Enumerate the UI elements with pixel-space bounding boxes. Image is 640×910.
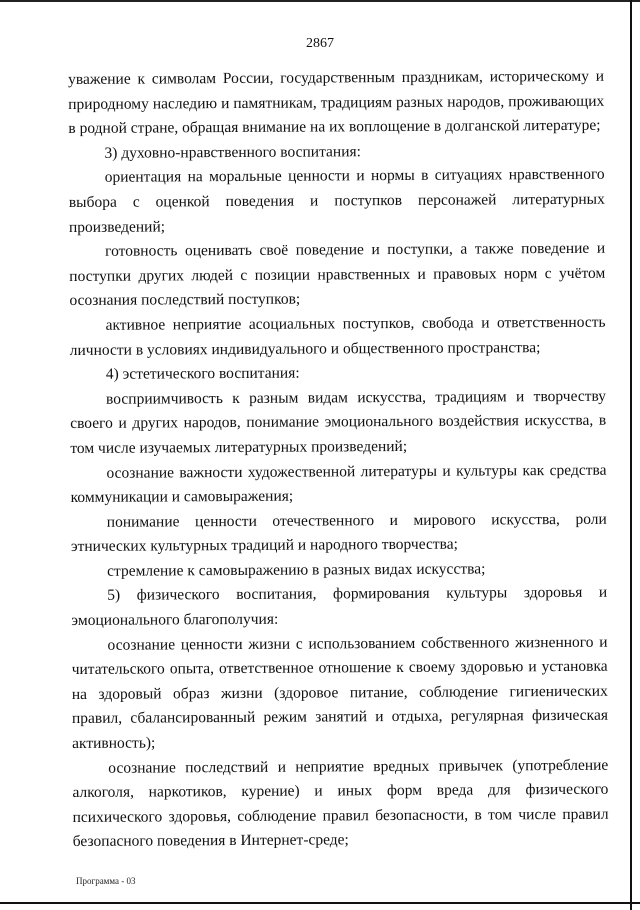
footer-label: Программа - 03 [76, 876, 136, 886]
section-heading-aesthetic: 4) эстетического воспитания: [105, 364, 300, 383]
paragraph: осознание важности художественной литературы и культуры как средства коммуникации и самовыражения; [70, 461, 607, 507]
section-heading-physical: 5) физического воспитания, формирования культуры здоровья и эмоционального благополучия: [71, 584, 608, 630]
paragraph: восприимчивость к разным видам искусства, традициям и творчеству своего и других народов, понимание эмоционального воздействия искусства, в том числе изучаемых литературных произведений; [70, 387, 607, 457]
paragraph: осознание последствий и неприятие вредных привычек (употребление алкоголя, наркотиков, курение) и иных форм вреда для физического психического здоровья, соблюдение правил безопасности, в том числе правил безопасного поведения в Интернет-среде; [72, 756, 609, 851]
scan-edge-right [630, 0, 632, 910]
section-heading-spiritual: 3) духовно-нравственного воспитания: [104, 142, 361, 162]
paragraph: готовность оценивать своё поведение и поступки, а также поведение и поступки других людей с позиции нравственных и правовых норм с учётом осознания последствий поступков; [69, 239, 606, 310]
scan-edge-bottom [0, 902, 640, 904]
paragraph: стремление к самовыражению в разных видах искусства; [107, 560, 486, 580]
paragraph: осознание ценности жизни с использованием собственного жизненного и читательского опыта, ответственное отношение к своему здоровью и установка на здоровый образ жизни (здоровое питание, соблюдение гигиенических правил, сбалансированный режим занятий и отдыха, регулярная физическая активность); [71, 633, 609, 753]
page-number: 2867 [306, 36, 334, 51]
paragraph: понимание ценности отечественного и мирового искусства, роли этнических культурных традиций и народного творчества; [70, 510, 607, 556]
body-text [68, 65, 609, 855]
paragraph-continuation: уважение к символам России, государственным праздникам, историческому и природному наследию и памятникам, традициям разных народов, проживающих в родной стране, обращая внимание на их воплощение в долганской литературе; [68, 67, 605, 138]
paragraph: ориентация на моральные ценности и нормы в ситуациях нравственного выбора с оценкой поведения и поступков персонажей литературных произведений; [68, 166, 605, 236]
paragraph: активное неприятие асоциальных поступков, свобода и ответственность личности в условиях индивидуального и общественного пространства; [69, 313, 606, 359]
scan-edge-top [0, 0, 640, 2]
